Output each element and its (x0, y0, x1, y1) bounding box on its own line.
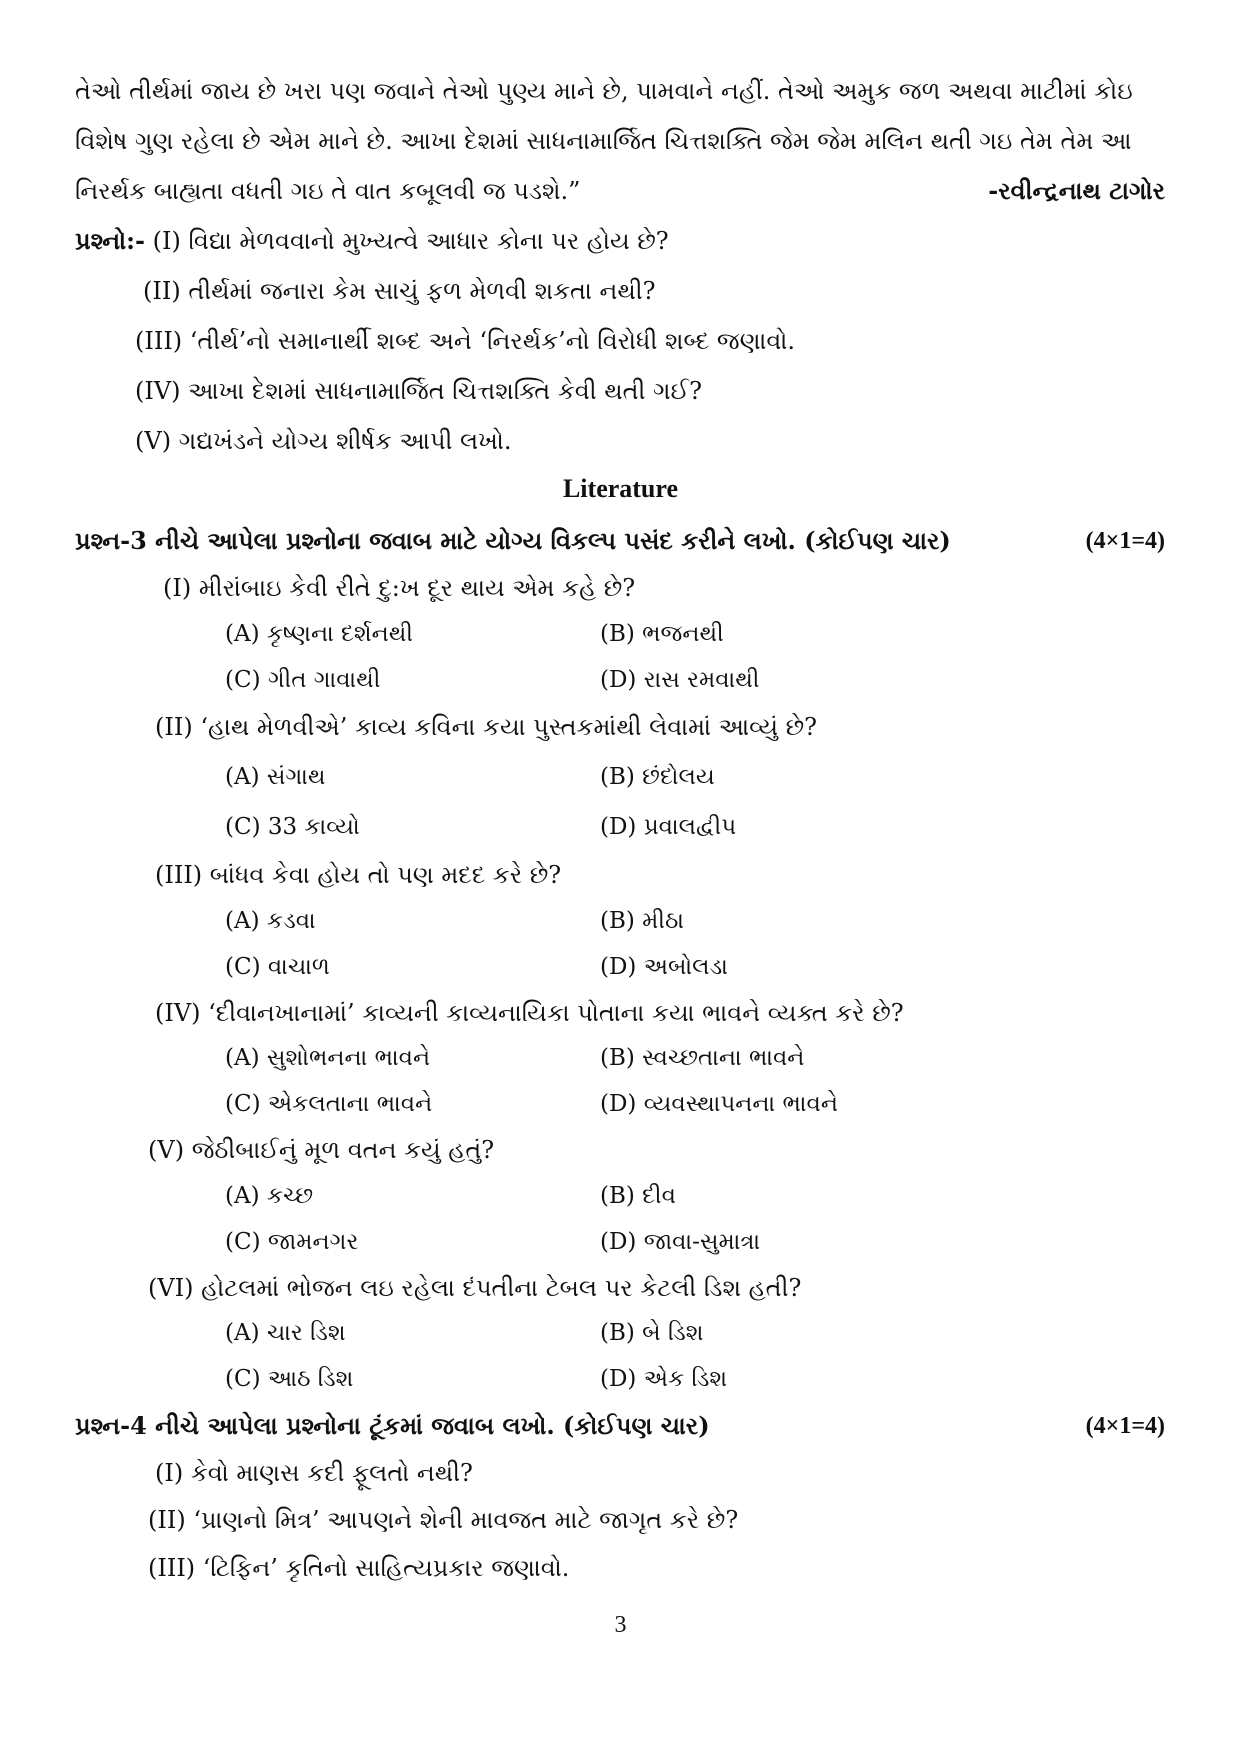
page-number: 3 (614, 1612, 627, 1638)
short-question: (III) ‘ટિફિન’ કૃતિનો સાહિત્યપ્રકાર જણાવો. (148, 1554, 570, 1582)
q3-heading: પ્રશ્ન-3 નીચે આપેલા પ્રશ્નોના જવાબ માટે યોગ્ય વિકલ્પ પસંદ કરીને લખો. (કોઈપણ ચાર) (75, 526, 951, 555)
mcq-question: (II) ‘હાથ મેળવીએ’ કાવ્ય કવિના કયા પુસ્તકમાંથી લેવામાં આવ્યું છે? (155, 713, 818, 741)
mcq-question: (III) બાંધવ કેવા હોય તો પણ મદદ કરે છે? (155, 861, 562, 889)
mcq-option: (B) બે ડિશ (600, 1320, 704, 1346)
passage-line-3: નિરર્થક બાહ્યતા વધતી ગઇ તે વાત કબૂલવી જ પડશે.” (75, 177, 581, 205)
mcq-option: (A) કચ્છ (225, 1183, 314, 1209)
q3-marks: (4×1=4) (1085, 528, 1165, 554)
mcq-option: (B) સ્વચ્છતાના ભાવને (600, 1045, 805, 1071)
q4-heading: પ્રશ્ન-4 નીચે આપેલા પ્રશ્નોના ટૂંકમાં જવાબ લખો. (કોઈપણ ચાર) (75, 1411, 710, 1440)
passage-author: -રવીન્દ્રનાથ ટાગોર (988, 176, 1165, 205)
mcq-option: (A) કૃષ્ણના દર્શનથી (225, 621, 414, 647)
passage-line-2: વિશેષ ગુણ રહેલા છે એમ માને છે. આખા દેશમાં સાધનામાર્જિત ચિત્તશક્તિ જેમ જેમ મલિન થતી ગઇ તેમ તેમ આ (75, 127, 1132, 155)
mcq-option: (C) વાચાળ (225, 954, 330, 980)
mcq-option: (B) દીવ (600, 1183, 676, 1209)
questions-label: પ્રશ્નો:- (75, 226, 145, 255)
mcq-option: (B) મીઠા (600, 908, 684, 934)
mcq-option: (D) અબોલડા (600, 954, 728, 980)
mcq-option: (D) એક ડિશ (600, 1366, 728, 1392)
mcq-question: (VI) હોટલમાં ભોજન લઇ રહેલા દંપતીના ટેબલ પર કેટલી ડિશ હતી? (148, 1274, 802, 1302)
mcq-option: (B) ભજનથી (600, 621, 724, 647)
mcq-option: (C) જામનગર (225, 1229, 359, 1255)
mcq-option: (C) એકલતાના ભાવને (225, 1091, 433, 1117)
mcq-option: (D) રાસ રમવાથી (600, 667, 760, 693)
question-item: (V) ગદ્યખંડને યોગ્ય શીર્ષક આપી લખો. (135, 427, 512, 455)
mcq-option: (C) ગીત ગાવાથી (225, 667, 381, 693)
mcq-option: (C) આઠ ડિશ (225, 1366, 354, 1392)
short-question: (I) કેવો માણસ કદી ફૂલતો નથી? (155, 1459, 473, 1487)
mcq-question: (IV) ‘દીવાનખાનામાં’ કાવ્યની કાવ્યનાયિકા પોતાના કયા ભાવને વ્યક્ત કરે છે? (155, 999, 904, 1027)
mcq-option: (D) જાવા-સુમાત્રા (600, 1229, 761, 1255)
mcq-question: (V) જેઠીબાઈનું મૂળ વતન કયું હતું? (148, 1136, 495, 1164)
question-item: (II) તીર્થમાં જનારા કેમ સાચું ફળ મેળવી શકતા નથી? (143, 277, 656, 305)
section-title: Literature (562, 474, 679, 503)
mcq-option: (A) સુશોભનના ભાવને (225, 1045, 431, 1071)
question-item: (I) વિદ્યા મેળવવાનો મુખ્યત્વે આધાર કોના પર હોય છે? (152, 227, 669, 255)
mcq-option: (C) 33 કાવ્યો (225, 814, 360, 840)
mcq-option: (A) સંગાથ (225, 764, 326, 790)
mcq-option: (D) પ્રવાલદ્વીપ (600, 814, 737, 840)
q4-marks: (4×1=4) (1085, 1413, 1165, 1439)
mcq-option: (D) વ્યવસ્થાપનના ભાવને (600, 1091, 838, 1117)
mcq-option: (B) છંદોલય (600, 764, 715, 790)
short-question: (II) ‘પ્રાણનો મિત્ર’ આપણને શેની માવજત માટે જાગૃત કરે છે? (148, 1506, 739, 1534)
mcq-option: (A) ચાર ડિશ (225, 1320, 346, 1346)
mcq-option: (A) કડવા (225, 908, 316, 934)
questions-row-1 (75, 226, 669, 256)
question-item: (III) ‘તીર્થ’નો સમાનાર્થી શબ્દ અને ‘નિરર્થક’નો વિરોધી શબ્દ જણાવો. (135, 327, 795, 355)
question-item: (IV) આખા દેશમાં સાધનામાર્જિત ચિત્તશક્તિ કેવી થતી ગઈ? (135, 377, 702, 405)
passage-line-1: તેઓ તીર્થમાં જાય છે ખરા પણ જવાને તેઓ પુણ્ય માને છે, પામવાને નહીં. તેઓ અમુક જળ અથવા માટીમાં કોઇ (75, 77, 1133, 105)
mcq-question: (I) મીરાંબાઇ કેવી રીતે દુ:ખ દૂર થાય એમ કહે છે? (163, 574, 636, 602)
